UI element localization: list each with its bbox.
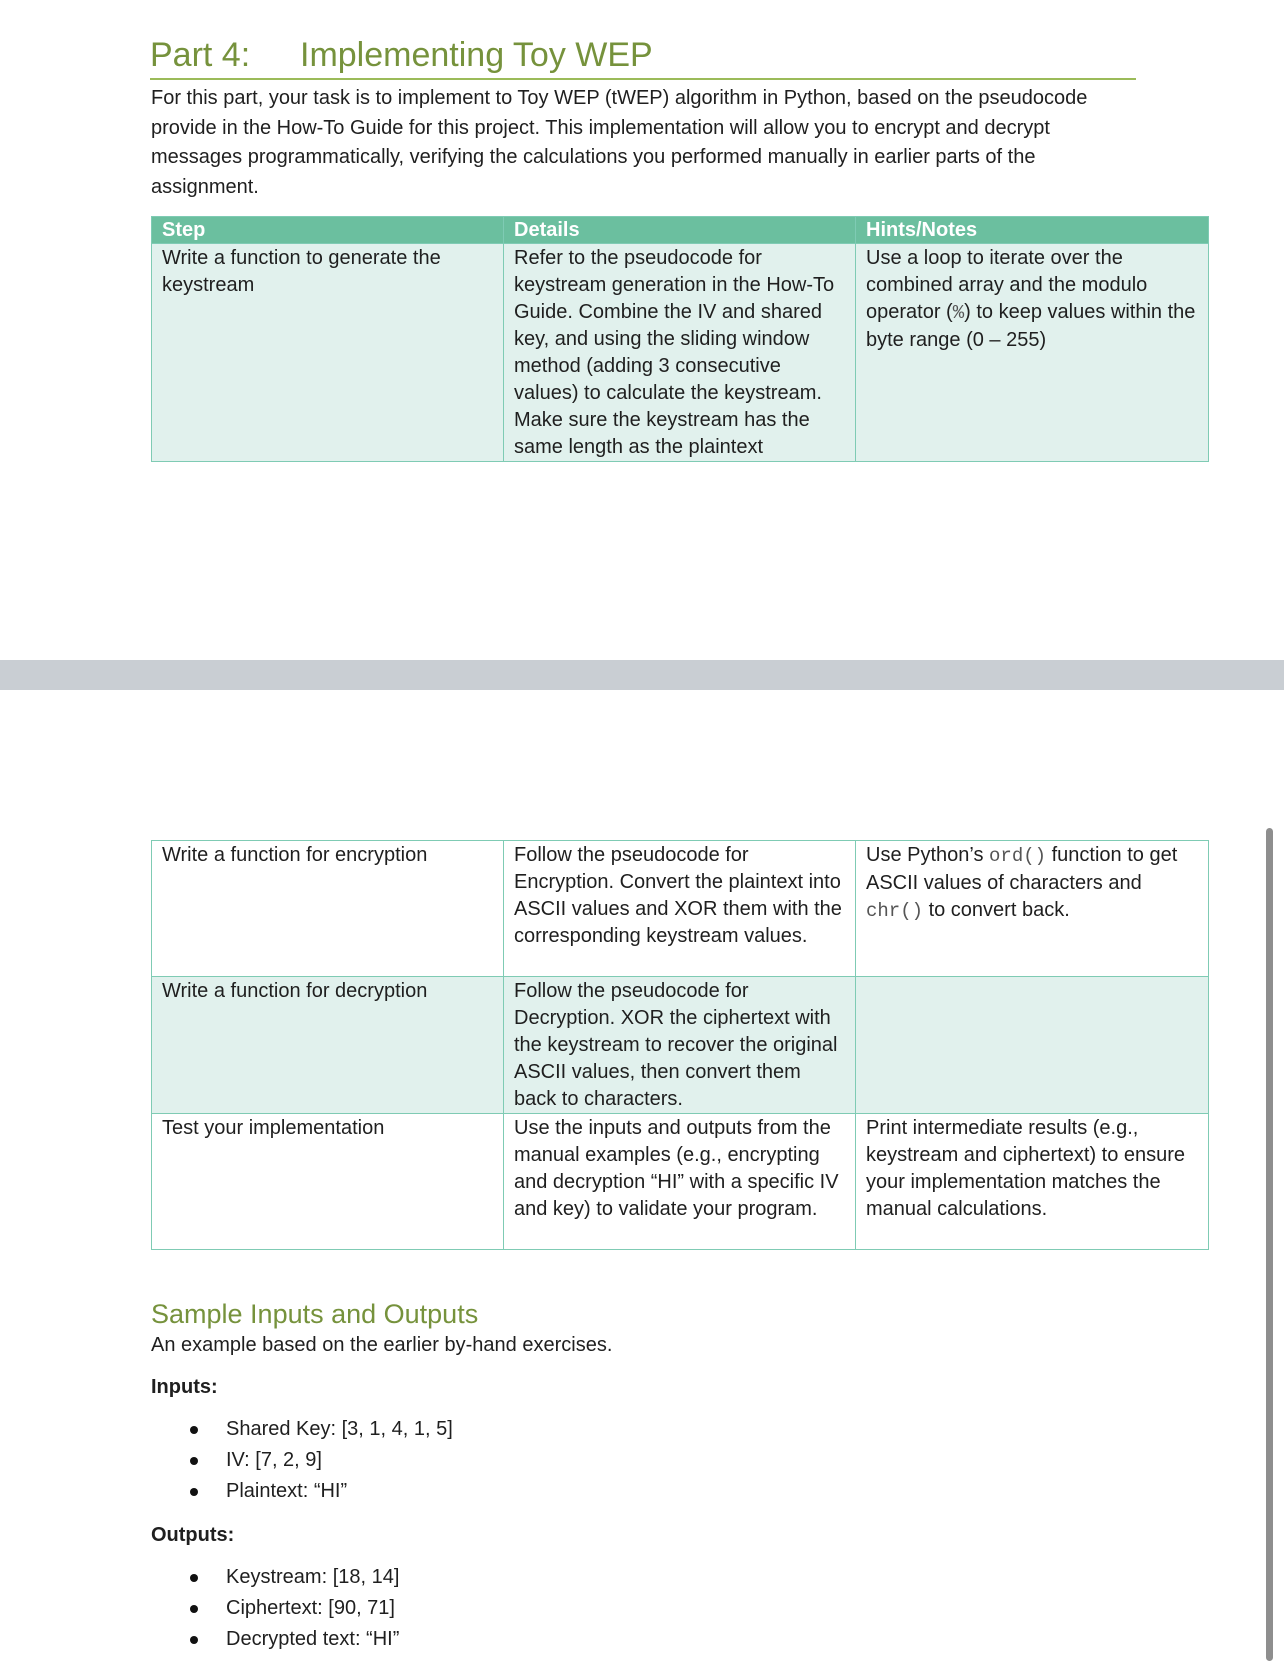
- output-text: Keystream: [18, 14]: [226, 1566, 400, 1588]
- header-step: Step: [152, 217, 504, 244]
- page-separator: [0, 660, 1284, 690]
- bullet-icon: [190, 1457, 198, 1465]
- hints-text: function to get ASCII values of characters and: [866, 844, 1178, 894]
- hints-cell: [856, 841, 1209, 977]
- header-hints: Hints/Notes: [856, 217, 1209, 244]
- hints-text: Use Python’s: [866, 844, 990, 866]
- intro-paragraph: For this part, your task is to implement to Toy WEP (tWEP) algorithm in Python, based on the pseudocode provide in the How-To Guide for this project. This implementation will allow you to encrypt and decrypt messages programmatically, verifying the calculations you performed manually in earlier parts of the assignment.: [151, 87, 1088, 198]
- bullet-icon: [190, 1488, 198, 1496]
- output-text: Decrypted text: “HI”: [226, 1628, 400, 1650]
- hints-cell: Print intermediate results (e.g., keystream and ciphertext) to ensure your implementation matches the manual calculations.: [856, 1114, 1209, 1250]
- bullet-icon: [190, 1605, 198, 1613]
- list-item: [186, 1414, 453, 1445]
- samples-heading: Sample Inputs and Outputs: [151, 1299, 479, 1329]
- table-row: [152, 244, 1209, 462]
- hints-cell: [856, 244, 1209, 462]
- list-item: [186, 1593, 399, 1624]
- vertical-scrollbar[interactable]: [1266, 828, 1273, 1661]
- bullet-icon: [190, 1426, 198, 1434]
- step-cell: Write a function to generate the keystream: [152, 244, 504, 462]
- table-header-row: [152, 217, 1209, 244]
- bullet-icon: [190, 1574, 198, 1582]
- modulo-code: %: [952, 302, 965, 324]
- step-cell: Write a function for encryption: [152, 841, 504, 977]
- inputs-list: [186, 1414, 453, 1507]
- input-text: Plaintext: “HI”: [226, 1480, 348, 1502]
- section-number: Part 4:: [150, 36, 251, 74]
- section-title: Implementing Toy WEP: [300, 36, 653, 74]
- details-cell: Follow the pseudocode for Decryption. XOR the ciphertext with the keystream to recover the original ASCII values, then convert them back to characters.: [504, 977, 856, 1114]
- document-page-1: [0, 0, 1284, 660]
- table-row: [152, 1114, 1209, 1250]
- details-cell: Refer to the pseudocode for keystream generation in the How-To Guide. Combine the IV and shared key, and using the sliding window method (adding 3 consecutive values) to calculate the keystream. Make sure the keystream has the same length as the plaintext: [504, 244, 856, 462]
- hints-text: to convert back.: [923, 899, 1070, 921]
- steps-table-part1: [151, 216, 1209, 462]
- input-text: Shared Key: [3, 1, 4, 1, 5]: [226, 1418, 453, 1440]
- details-cell: Follow the pseudocode for Encryption. Convert the plaintext into ASCII values and XOR them with the corresponding keystream values.: [504, 841, 856, 977]
- details-cell: Use the inputs and outputs from the manual examples (e.g., encrypting and decryption “HI” with a specific IV and key) to validate your program.: [504, 1114, 856, 1250]
- samples-subtitle: An example based on the earlier by-hand exercises.: [151, 1334, 613, 1356]
- steps-table-part2: [151, 840, 1209, 1250]
- bullet-icon: [190, 1636, 198, 1644]
- chr-code: chr(): [866, 900, 924, 922]
- outputs-label: Outputs:: [151, 1524, 235, 1546]
- list-item: [186, 1562, 399, 1593]
- table-row: [152, 977, 1209, 1114]
- section-heading: [150, 32, 1136, 80]
- table-row: [152, 841, 1209, 977]
- list-item: [186, 1476, 453, 1507]
- step-cell: Write a function for decryption: [152, 977, 504, 1114]
- hints-text: Use a loop to iterate over the combined array and the modulo operator (: [866, 247, 1148, 323]
- hints-cell: [856, 977, 1209, 1114]
- hints-text: ) to keep values within the byte range (0 – 255): [866, 301, 1196, 351]
- list-item: [186, 1445, 453, 1476]
- output-text: Ciphertext: [90, 71]: [226, 1597, 395, 1619]
- step-cell: Test your implementation: [152, 1114, 504, 1250]
- list-item: [186, 1624, 399, 1655]
- ord-code: ord(): [989, 845, 1047, 867]
- inputs-label: Inputs:: [151, 1376, 218, 1398]
- header-details: Details: [504, 217, 856, 244]
- input-text: IV: [7, 2, 9]: [226, 1449, 322, 1471]
- outputs-list: [186, 1562, 399, 1655]
